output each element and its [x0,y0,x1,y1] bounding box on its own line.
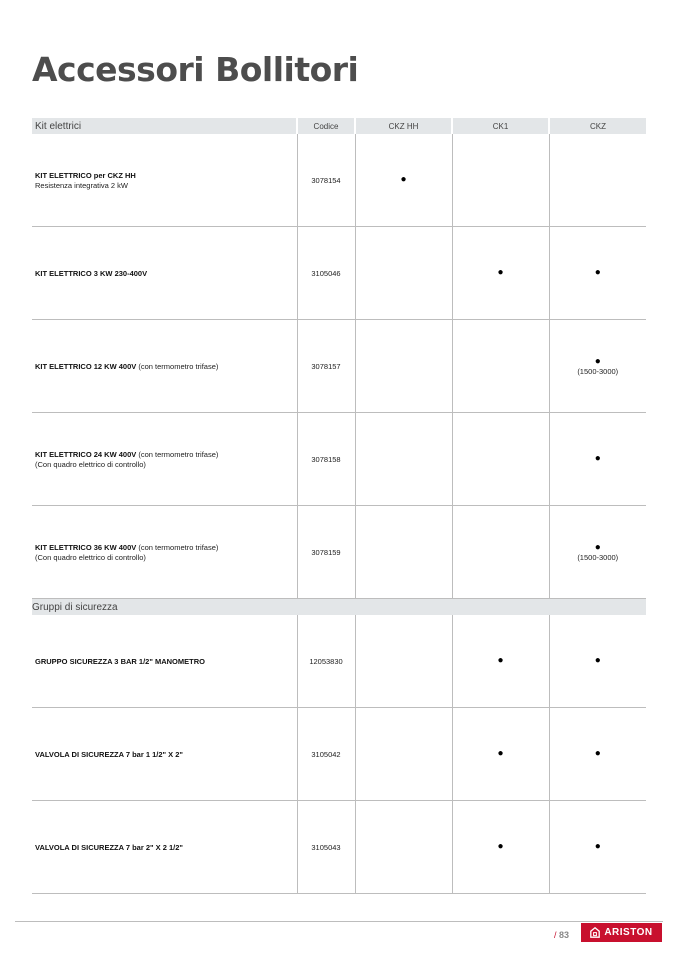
column-header-code: Codice [297,118,355,134]
compatibility-dot: ● [497,748,504,759]
accessories-table [32,118,646,894]
compatibility-dot: ● [594,748,601,759]
section-header-row [32,599,646,616]
cell-ck1 [452,615,549,708]
cell-ck1 [452,320,549,413]
house-icon [590,927,600,938]
product-name: VALVOLA DI SICUREZZA 7 bar 2" X 2 1/2" [35,842,183,852]
product-description [32,227,297,320]
cell-ckz [549,615,646,708]
compatibility-dot: ● [594,453,601,464]
table-header-row [32,118,646,134]
cell-ckzhh [355,801,452,894]
column-header-category: Kit elettrici [32,118,297,134]
cell-ckzhh [355,506,452,599]
compatibility-dot: ● [594,355,601,367]
cell-ckz [549,320,646,413]
section-label: Gruppi di sicurezza [32,599,646,616]
cell-ck1 [452,708,549,801]
cell-ckz [549,227,646,320]
cell-ckz [549,801,646,894]
cell-ck1 [452,413,549,506]
page-title: Accessori Bollitori [32,50,359,89]
product-code: 3078154 [297,134,355,227]
cell-ckzhh [355,708,452,801]
product-code: 12053830 [297,615,355,708]
cell-ck1 [452,227,549,320]
product-code: 3078158 [297,413,355,506]
product-code: 3078159 [297,506,355,599]
product-code: 3105043 [297,801,355,894]
product-code: 3105042 [297,708,355,801]
table-body [32,134,646,894]
table-row [32,615,646,708]
ariston-logo [581,923,662,942]
page-number: / 83 [554,930,570,940]
product-description [32,320,297,413]
column-header-ckz: CKZ [549,118,646,134]
product-description [32,801,297,894]
cell-ckzhh [355,320,452,413]
product-note: (con termometro trifase) [136,449,219,459]
table-row [32,801,646,894]
cell-ckz [549,413,646,506]
product-description [32,708,297,801]
table-row [32,708,646,801]
cell-ckzhh [355,134,452,227]
product-description [32,615,297,708]
table-row [32,506,646,599]
cell-ckz [549,708,646,801]
product-code: 3105046 [297,227,355,320]
product-description [32,506,297,599]
table-row [32,320,646,413]
cell-ckz [549,506,646,599]
product-note: (con termometro trifase) [136,361,219,371]
capacity-note: (1500-3000) [577,366,619,376]
cell-ck1 [452,134,549,227]
cell-ck1 [452,506,549,599]
product-note: (con termometro trifase) [136,542,219,552]
compatibility-dot: ● [594,541,601,553]
compatibility-dot: ● [594,655,601,666]
product-name: KIT ELETTRICO 3 KW 230-400V [35,268,148,278]
cell-ckz [549,134,646,227]
table-row [32,227,646,320]
product-subtitle: (Con quadro elettrico di controllo) [35,459,146,469]
product-code: 3078157 [297,320,355,413]
product-subtitle: Resistenza integrativa 2 kW [35,180,128,190]
cell-ck1 [452,801,549,894]
product-name: KIT ELETTRICO per CKZ HH [35,170,136,180]
brand-name: ARISTON [604,927,653,938]
compatibility-dot: ● [594,841,601,852]
table-row [32,413,646,506]
column-header-ckz-hh: CKZ HH [355,118,452,134]
compatibility-dot: ● [497,841,504,852]
product-description [32,134,297,227]
product-name: KIT ELETTRICO 36 KW 400V [35,542,137,552]
column-header-ck1: CK1 [452,118,549,134]
table-row [32,134,646,227]
product-name: VALVOLA DI SICUREZZA 7 bar 1 1/2" X 2" [35,749,183,759]
cell-ckzhh [355,413,452,506]
compatibility-dot: ● [594,267,601,278]
compatibility-dot: ● [400,174,407,185]
product-name: KIT ELETTRICO 24 KW 400V [35,449,137,459]
compatibility-dot: ● [497,267,504,278]
cell-ckzhh [355,227,452,320]
product-name: KIT ELETTRICO 12 KW 400V [35,361,137,371]
product-description [32,413,297,506]
product-subtitle: (Con quadro elettrico di controllo) [35,552,146,562]
compatibility-dot: ● [497,655,504,666]
product-name: GRUPPO SICUREZZA 3 BAR 1/2" MANOMETRO [35,656,205,666]
cell-ckzhh [355,615,452,708]
footer-divider [15,921,663,922]
capacity-note: (1500-3000) [577,552,619,562]
